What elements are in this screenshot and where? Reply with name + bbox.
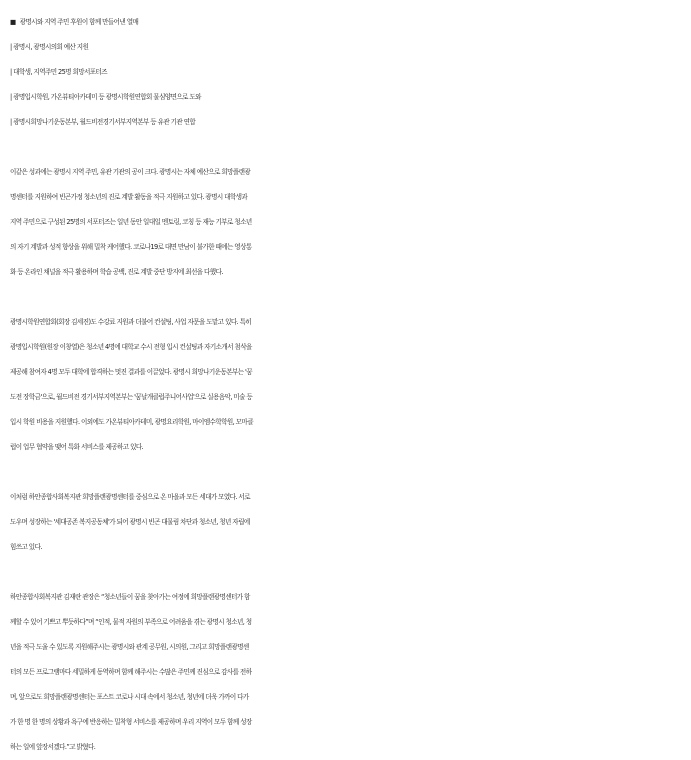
paragraph-community [10, 485, 688, 560]
spacer [10, 135, 688, 160]
spacer [10, 460, 688, 485]
paragraph-line: 명센터를 지원하여 빈곤가정 청소년의 진로 계발 활동을 적극 지원하고 있다. 광명시 대학생과 [10, 193, 248, 201]
paragraph-line: 화 등 온라인 채널을 적극 활용하며 학습 공백, 진로 계발 중단 방지에 최선을 다했다. [10, 268, 223, 276]
paragraph-director-quote [10, 585, 688, 760]
summary-line: | 광명시희망나기운동본부, 월드비전경기서부지역본부 등 유관 기관 연합 [10, 118, 196, 126]
paragraph-line: 하안종합사회복지관 김재란 관장은 “청소년들이 꿈을 찾아가는 여정에 희망플랜광명센터가 함 [10, 593, 250, 601]
summary-title [10, 10, 688, 35]
paragraph-line: 가 한 명 한 명의 상황과 욕구에 반응하는 밀착형 서비스를 제공하며 우리 지역이 모두 함께 성장 [10, 718, 252, 726]
paragraph-line: 광명입시학원(원장 이창열)은 청소년 4명에 대학교 수시 전형 입시 컨설팅과 자기소개서 첨삭을 [10, 343, 252, 351]
paragraph-line: 며, 앞으로도 희망플랜광명센터는 포스트 코로나 시대 속에서 청소년, 청년에 더욱 가까이 다가 [10, 693, 249, 701]
paragraph-line: 도전 장학금'으로, 월드비전 경기서부지역본부는 '꿈날개클럽주니어사업'으로 실용음악, 미술 등 [10, 393, 253, 401]
paragraph-line: 제공해 참여자 4명 모두 대학에 합격하는 멋진 결과를 이끌었다. 광명시 희망나기운동본부는 '꿈 [10, 368, 253, 376]
paragraph-line: 의 자기 계발과 성적 향상을 위해 밀착 케어했다. 코로나19로 대면 만남이 불가한 때에는 영상통 [10, 243, 252, 251]
paragraph-line: 이처럼 하안종합사회복지관 희망플랜광명센터를 중심으로 온 마을과 모든 세대가 모였다. 서로 [10, 493, 250, 501]
paragraph-line: 힘쓰고 있다. [10, 543, 42, 551]
paragraph-line: 이같은 성과에는 광명시 지역 주민, 유관 기관의 공이 크다. 광명시는 자체 예산으로 희망플랜광 [10, 168, 251, 176]
square-bullet-icon: ■ [10, 18, 16, 26]
paragraph-line: 지역 주민으로 구성된 25명의 서포터즈는 일년 동안 일대일 멘토링, 코칭 등 재능 기부로 청소년 [10, 218, 252, 226]
paragraph-line: 하는 일에 앞장서겠다.”고 밝혔다. [10, 743, 96, 751]
summary-line: | 대학생, 지역주민 25명 희망서포터즈 [10, 68, 108, 76]
summary-box [10, 10, 688, 135]
summary-title-text: 광명시와 지역 주민 후원이 함께 만들어낸 열매 [19, 18, 139, 26]
paragraph-line: 년을 적극 도울 수 있도록 지원해주시는 광명시와 관계 공무원, 시의원, 그리고 희망플랜광명센 [10, 643, 249, 651]
paragraph-line: 입시 학원 비용을 지원했다. 이외에도 가온뷰티아카데미, 광명요리학원, 마이엠수학학원, 모마클 [10, 418, 253, 426]
spacer [10, 285, 688, 310]
paragraph-contributors [10, 160, 688, 285]
summary-line: | 광명입시학원, 가온뷰티아카데미 등 광명시학원연합회 물심양면으로 도와 [10, 93, 201, 101]
paragraph-line: 광명시학원연합회(회장 김세진)도 수강료 지원과 더불어 컨설팅, 사업 자문을 도맡고 있다. 특히 [10, 318, 252, 326]
paragraph-line: 께할 수 있어 기쁘고 뿌듯하다”며 “인적, 물적 자원의 부족으로 어려움을 겪는 광명시 청소년, 청 [10, 618, 252, 626]
summary-line: | 광명시, 광명시의회 예산 지원 [10, 43, 89, 51]
paragraph-academy-association [10, 310, 688, 460]
spacer [10, 560, 688, 585]
paragraph-line: 럽이 업무 협약을 맺어 특화 서비스를 제공하고 있다. [10, 443, 144, 451]
paragraph-line: 터의 모든 프로그램마다 세밀하게 동역하며 함께 해주시는 수많은 주민께 진심으로 감사를 전하 [10, 668, 252, 676]
paragraph-line: 도우며 성장하는 '세대공존 복지공동체'가 되어 광명시 빈곤 대물림 차단과 청소년, 청년 자립에 [10, 518, 250, 526]
